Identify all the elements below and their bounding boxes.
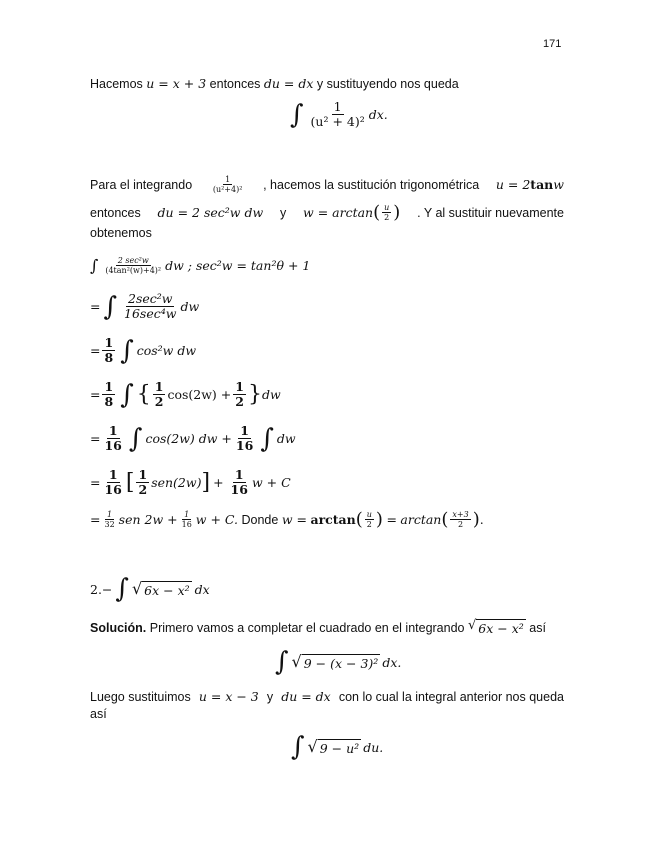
differential: dw — [261, 387, 281, 403]
expression: cos²w dw — [136, 343, 197, 359]
equals: = — [90, 431, 101, 447]
text: Primero vamos a completar el cuadrado en el integrando — [149, 620, 465, 635]
text: y — [266, 689, 274, 704]
display-integral-2 — [272, 649, 401, 675]
integral-sign: ∫ — [120, 379, 134, 410]
text: Donde — [241, 512, 279, 527]
integral-sign: ∫ — [290, 99, 304, 130]
brace: } — [247, 381, 262, 407]
text: y — [279, 205, 287, 220]
denominator: 2 — [366, 520, 372, 530]
numerator: 1 — [240, 423, 249, 438]
text: obtenemos — [90, 226, 152, 240]
integral-sign: ∫ — [90, 255, 99, 275]
square-root — [307, 736, 362, 756]
equals: = — [386, 512, 397, 528]
equation-part: w — [553, 177, 564, 193]
fraction — [102, 380, 115, 410]
text: con lo cual la integral anterior nos queda — [338, 689, 564, 704]
expression: w + C. — [195, 512, 239, 528]
problem-label: 2.− — [90, 581, 113, 597]
numerator: 1 — [104, 335, 114, 350]
numerator: 1 — [138, 467, 148, 482]
expression: cos(2w) + — [167, 387, 232, 403]
denominator: 16 — [181, 520, 192, 530]
radicand: 9 − (x − 3)² — [303, 655, 379, 671]
fraction — [234, 424, 255, 454]
paragraph-integrand-line1 — [90, 175, 564, 194]
denominator: 16sec⁴w — [124, 306, 177, 322]
paren: ( — [441, 508, 449, 530]
bracket: ] — [201, 469, 211, 495]
expression: arctan — [310, 512, 356, 528]
equation — [303, 203, 400, 222]
denominator: (u²+4)² — [212, 185, 243, 195]
paragraph-substitution-2 — [90, 689, 564, 704]
radicand: 9 − u² — [319, 740, 360, 756]
equation: du = dx — [281, 689, 331, 704]
numerator: 1 — [108, 467, 118, 482]
numerator: 1 — [104, 379, 114, 394]
period: . — [479, 512, 484, 528]
bracket: [ — [125, 469, 135, 495]
step-3 — [90, 336, 196, 366]
text: así — [90, 707, 107, 721]
fraction — [102, 336, 115, 366]
integral-sign: ∫ — [128, 423, 143, 454]
step-2 — [90, 292, 199, 322]
equation-part: u = 2 — [495, 177, 531, 193]
fraction — [102, 510, 116, 529]
denominator: (u² + 4)² — [310, 114, 365, 130]
problem-2 — [90, 576, 210, 602]
expression: dw ; sec²w = tan²θ + 1 — [165, 258, 311, 274]
numerator: 1 — [107, 510, 113, 519]
radical-sign: √ — [291, 651, 302, 671]
paren: ) — [375, 508, 383, 530]
fraction — [365, 510, 374, 529]
differential: dw — [276, 431, 296, 447]
radical-sign: √ — [307, 736, 318, 756]
equals: = — [90, 343, 101, 359]
page-number: 171 — [543, 38, 562, 50]
text: Luego sustituimos — [90, 689, 191, 704]
step-4 — [90, 380, 281, 410]
step-6 — [90, 468, 291, 498]
numerator: 1 — [235, 379, 244, 394]
expression: cos(2w) dw + — [145, 431, 232, 447]
fraction — [102, 424, 123, 454]
integral-sign: ∫ — [275, 647, 289, 677]
expression: w = — [281, 512, 307, 528]
fraction — [450, 510, 470, 529]
expression: sen 2w + — [118, 512, 178, 528]
brace: { — [136, 381, 151, 407]
integral-sign: ∫ — [120, 335, 134, 366]
radicand: 6x − x² — [144, 582, 190, 598]
equation: u = x + 3 — [146, 76, 207, 91]
equation: du = 2 sec²w dw — [157, 205, 264, 221]
integral-sign: ∫ — [115, 574, 129, 604]
fraction — [102, 468, 123, 498]
radical-sign: √ — [131, 578, 143, 598]
equals: = — [90, 475, 101, 491]
denominator: 8 — [104, 350, 114, 366]
numerator: 2sec²w — [128, 291, 173, 306]
equals: = — [90, 299, 101, 315]
text: y sustituyendo nos queda — [316, 76, 459, 91]
radicand: 6x − x² — [478, 621, 524, 636]
denominator: 16 — [230, 482, 248, 498]
denominator: 16 — [104, 482, 122, 498]
equals: = — [90, 512, 101, 528]
fraction — [136, 468, 149, 498]
expression: w + C — [251, 475, 291, 491]
display-integral-1 — [287, 100, 388, 130]
numerator: x+3 — [452, 510, 469, 519]
denominator: 2 — [138, 482, 148, 498]
text: , hacemos la sustitución trigonométrica — [263, 177, 480, 192]
solution-label: Solución. — [90, 620, 147, 635]
integral-sign: ∫ — [291, 732, 305, 762]
equation-part: tan — [530, 177, 554, 193]
integral-sign: ∫ — [260, 423, 274, 454]
step-5 — [90, 424, 296, 454]
solution-paragraph — [90, 619, 546, 636]
paragraph-integrand-line3 — [90, 226, 152, 240]
step-1 — [90, 256, 310, 275]
numerator: 1 — [154, 379, 164, 394]
equation: du = dx — [263, 76, 314, 91]
numerator: 1 — [184, 510, 190, 519]
square-root — [131, 578, 192, 598]
fraction — [211, 175, 245, 194]
paren: ) — [393, 201, 401, 223]
step-7 — [90, 510, 484, 529]
differential: dx. — [382, 654, 402, 670]
numerator: u — [366, 510, 372, 519]
text: entonces — [209, 76, 261, 91]
expression: arctan — [400, 512, 442, 528]
expression: sen(2w) — [151, 475, 202, 491]
paren: ) — [472, 508, 480, 530]
text: así — [529, 620, 546, 635]
numerator: 1 — [225, 175, 231, 184]
differential: du. — [363, 739, 384, 755]
paren: ( — [355, 508, 363, 530]
fraction — [153, 380, 166, 410]
denominator: 2 — [458, 520, 464, 530]
differential: dw — [180, 299, 200, 315]
integral-sign: ∫ — [103, 291, 118, 322]
fraction — [122, 292, 178, 322]
numerator: 1 — [333, 99, 342, 114]
equation-part: w = arctan — [303, 205, 374, 221]
denominator: 16 — [104, 438, 122, 454]
denominator: 2 — [384, 213, 390, 223]
paragraph-integrand-line2 — [90, 203, 564, 222]
denominator: 8 — [104, 394, 114, 410]
text: Hacemos — [90, 76, 143, 91]
square-root — [291, 651, 381, 671]
radical-sign: √ — [467, 618, 477, 633]
fraction — [382, 203, 391, 222]
display-integral-3 — [288, 734, 383, 760]
numerator: 1 — [108, 423, 118, 438]
denominator: 16 — [235, 438, 254, 454]
text: entonces — [90, 205, 141, 220]
equation: u = x − 3 — [198, 689, 259, 704]
denominator: 32 — [104, 520, 115, 530]
differential: dx. — [368, 107, 388, 123]
paren: ( — [373, 201, 381, 223]
fraction — [233, 380, 246, 410]
fraction — [309, 100, 367, 130]
paragraph-substitution-2-line2 — [90, 707, 107, 721]
denominator: (4tan²(w)+4)² — [105, 266, 162, 276]
denominator: 2 — [154, 394, 164, 410]
numerator: 2 sec²w — [117, 256, 149, 265]
numerator: 1 — [234, 467, 244, 482]
denominator: 2 — [235, 394, 244, 410]
fraction — [103, 256, 163, 275]
text: . Y al sustituir nuevamente — [417, 205, 564, 220]
fraction — [229, 468, 250, 498]
equals: = — [90, 387, 101, 403]
numerator: u — [384, 203, 390, 212]
differential: dx — [194, 581, 210, 597]
paragraph-substitution — [90, 76, 459, 91]
square-root — [468, 619, 526, 636]
text: Para el integrando — [90, 177, 193, 192]
plus: + — [213, 475, 224, 491]
fraction — [180, 510, 194, 529]
equation — [496, 177, 564, 192]
